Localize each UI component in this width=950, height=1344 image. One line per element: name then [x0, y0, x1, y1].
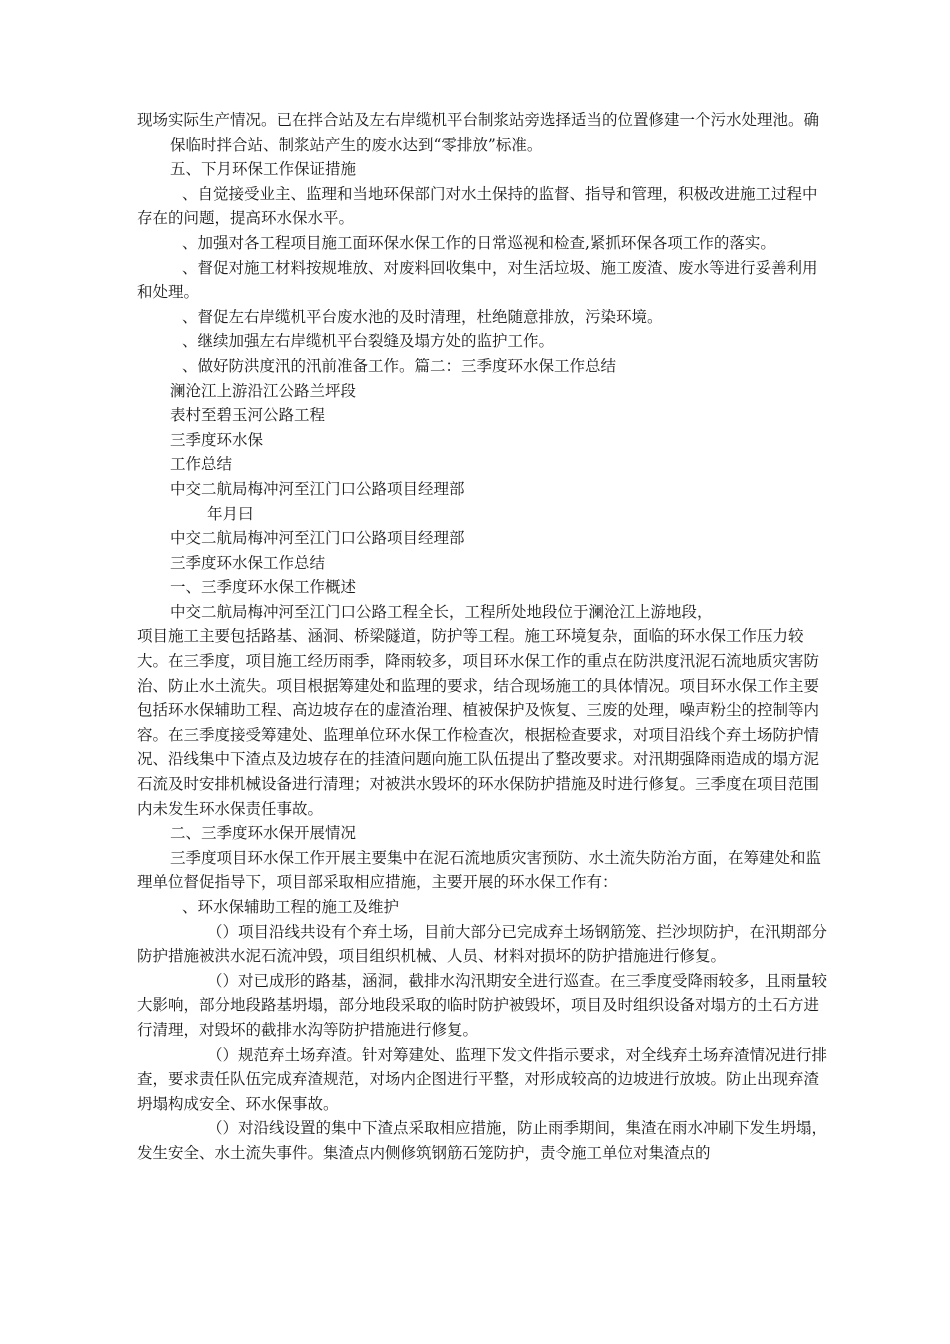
paragraph: （）规范弃土场弃渣。针对筹建处、监理下发文件指示要求，对全线弃土场弃渣情况进行排查，要求责任队伍完成弃渣规范，对场内企图进行平整，对形成较高的边坡进行放坡。防止出现弃渣坍塌构成安全、环水保事故。 [137, 1045, 828, 1113]
paragraph: （）对沿线设置的集中下渣点采取相应措施，防止雨季期间，集渣在雨水冲刷下发生坍塌，发生安全、水土流失事件。集渣点内侧修筑钢筋石笼防护，责令施工单位对集渣点的 [137, 1119, 828, 1162]
paragraph: 年月曰 [207, 504, 254, 523]
paragraph: 中交二航局梅冲河至江门口公路项目经理部 [170, 479, 465, 498]
paragraph: 工作总结 [170, 455, 233, 474]
paragraph: 三季度环水保工作总结 [170, 553, 326, 572]
paragraph: （）项目沿线共设有个弃土场，目前大部分已完成弃土场钢筋笼、拦沙坝防护，在汛期部分防护措施被洪水泥石流冲毁，项目组织机械、人员、材料对损坏的防护措施进行修复。 [137, 922, 828, 966]
paragraph: 项目施工主要包括路基、涵洞、桥梁隧道，防护等工程。施工环境复杂，面临的环水保工作压力较大。在三季度，项目施工经历雨季，降雨较多，项目环水保工作的重点在防洪度汛泥石流地质灾害防治、防止水土流失。项目根据筹建处和监理的要求，结合现场施工的具体情况。项目环水保工作主要包括环水保辅助工程、高边坡存在的虚渣治理、植被保护及恢复、三废的处理，噪声粉尘的控制等内容。在三季度接受筹建处、监理单位环水保工作检查次，根据检查要求，对项目沿线个弃土场防护情况、沿线集中下渣点及边坡存在的挂渣问题向施工队伍提出了整改要求。对汛期强降雨造成的塌方泥石流及时安排机械设备进行清理；对被洪水毁坏的环水保防护措施及时进行修复。三季度在项目范围内未发生环水保责任事故。 [137, 627, 820, 818]
paragraph: 、督促对施工材料按规堆放、对废料回收集中，对生活垃圾、施工废渣、废水等进行妥善利用和处理。 [137, 258, 818, 302]
paragraph: 一、三季度环水保工作概述 [170, 578, 357, 597]
paragraph: 、督促左右岸缆机平台废水池的及时清理，杜绝随意排放，污染环境。 [182, 307, 663, 326]
paragraph: 三季度项目环水保工作开展主要集中在泥石流地质灾害预防、水土流失防治方面，在筹建处和监理单位督促指导下，项目部采取相应措施，主要开展的环水保工作有： [137, 848, 822, 892]
paragraph: 现场实际生产情况。已在拌合站及左右岸缆机平台制浆站旁选择适当的位置修建一个污水处理池。确 [137, 111, 820, 129]
paragraph: 中交二航局梅冲河至江门口公路工程全长，工程所处地段位于澜沧江上游地段， [170, 602, 713, 621]
document-body [137, 108, 827, 1166]
paragraph: 澜沧江上游沿江公路兰坪段 [170, 381, 357, 400]
paragraph: 、自觉接受业主、监理和当地环保部门对水土保持的监督、指导和管理，积极改进施工过程中存在的问题，提高环水保水平。 [137, 184, 818, 228]
paragraph: 保临时拌合站、制浆站产生的废水达到“零排放”标准。 [170, 135, 543, 154]
paragraph: 、继续加强左右岸缆机平台裂缝及塌方处的监护工作。 [182, 332, 555, 351]
paragraph: 中交二航局梅冲河至江门口公路项目经理部 [170, 529, 465, 548]
paragraph: （）对已成形的路基，涵洞，截排水沟汛期安全进行巡查。在三季度受降雨较多，且雨量较大影响，部分地段路基坍塌，部分地段采取的临时防护被毁坏，项目及时组织设备对塌方的土石方进行清理，对毁坏的截排水沟等防护措施进行修复。 [137, 971, 828, 1039]
paragraph: 五、下月环保工作保证措施 [170, 160, 357, 179]
paragraph: 表村至碧玉河公路工程 [170, 406, 326, 425]
paragraph: 、做好防洪度汛的汛前准备工作。篇二：三季度环水保工作总结 [182, 356, 617, 375]
paragraph: 三季度环水保 [170, 430, 264, 449]
paragraph: 二、三季度环水保开展情况 [170, 824, 357, 843]
paragraph: 、加强对各工程项目施工面环保水保工作的日常巡视和检查,紧抓环保各项工作的落实。 [182, 233, 776, 252]
paragraph: 、环水保辅助工程的施工及维护 [182, 898, 400, 916]
